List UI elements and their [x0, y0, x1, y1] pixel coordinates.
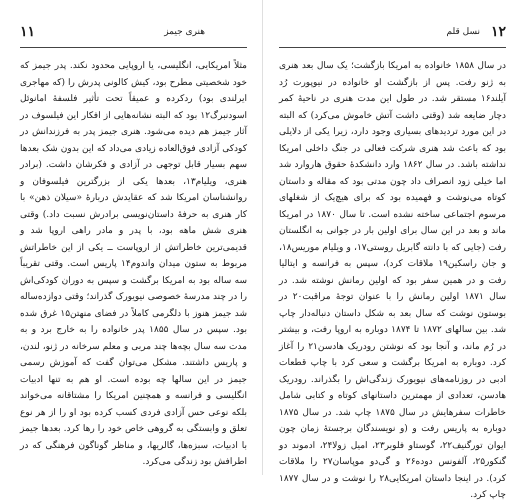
left-page-body — [20, 58, 247, 467]
left-running-title: هنری جیمز — [164, 27, 205, 37]
left-header-rule — [20, 47, 247, 48]
right-running-title: نسل قلم — [446, 27, 480, 37]
left-page — [0, 0, 263, 475]
right-page-header — [279, 24, 506, 42]
right-page-body — [279, 58, 506, 500]
left-page-number: ۱۱ — [20, 24, 36, 40]
left-paragraph: مثلاً امریکایی، انگلیسی، یا اروپایی محدود نکند. پدر جیمز که خود شخصیتی مطرح بود، کیش کالونی پدرش را (که مهاجری ایرلندی بود) ردکرده و عمیقاً تحت تأثیر فلسفهٔ امانوئل اسودنبرگ۱۲ بود که البته نشانه‌هایی از افکار این فیلسوف در آثار جیمز هم دیده می‌شود. هنری جیمز پدر به فرزندانش در کودکی آزادی فوق‌العاده زیادی می‌داد که این بدون شک بعدها سهم بسیار قابل توجهی در آزادی و فکرشان داشت. (برادر هنری، ویلیام۱۳، بعدها یکی از بزرگترین فیلسوفان و روانشناسان امریکا شد که عقایدش دربارهٔ «سیلان ذهن» با کار هنری به حرفهٔ داستان‌نویسی برادرش نسبت داد.) وقتی هنری شش ماهه بود، با پدر و مادر راهی اروپا شد و قدیمی‌ترین خاطراتش از اروپاست ــ یکی از این خاطراتش مربوط به ستون میدان واندوم۱۴ پاریس است. وقتی تقریباً سه ساله بود به امریکا برگشت و سپس به دوران کودکی‌اش را در چند مدرسهٔ خصوصی نیویورک گذراند؛ وقتی دوازده‌ساله شد جیمز هنوز با دلگرمی کاملاً در فضای منهتن۱۵ غرق شده بود. سپس در سال ۱۸۵۵ پدر خانواده را به خارج برد و به مدت سه سال بچه‌ها چند مربی و معلم سرخانه در ژنو، لندن، و پاریس داشتند. مشکل می‌توان گفت که آموزش رسمی جیمز در این سالها چه بوده است. او هم به تنها ادبیات انگلیسی و فرانسه و همچنین امریکا را مشتاقانه می‌خواند بلکه نوعی حس آزادی فردی کسب کرده بود او را از هر نوع تعلق و وابستگی به گروهی خاص خود را رها کرد. بعدها جیمز با ادبیات، سبزه‌ها، گالریها، و مناظر گوناگون فرهنگی که در اطرافش بود زندگی می‌کرد. — [20, 61, 248, 467]
right-header-rule — [279, 47, 506, 48]
right-paragraph: در سال ۱۸۵۸ خانواده به امریکا بازگشت؛ یک سال بعد هنری به ژنو رفت. پس از بازگشت او خانواده در نیوپورت رُد آیلند۱۶ مستقر شد. در طول این مدت هنری در ناحیهٔ کمر دچار ضایعه شد (وقتی داشت آتش خاموش می‌کرد) که البته در این مورد تردیدهای بسیاری وجود دارد، زیرا یکی از دلایلی بود که باعث شد هنری شرکت فعالی در جنگ داخلی امریکا نداشته باشد. در سال ۱۸۶۲ وارد دانشکدهٔ حقوق هاروارد شد اما خیلی زود انصراف داد چون مدتی بود که مقاله و داستان کوتاه می‌نوشت و فهمیده بود که برای هیچ‌یک از شغلهای مرسوم اجتماعی ساخته نشده است. تا سال ۱۸۷۰ در امریکا ماند و بعد در این سال برای اولین بار در جوانی به انگلستان رفت (جایی که با دانته گابریل روستی۱۷، و ویلیام موریس۱۸، و جان راسکین۱۹ ملاقات کرد)، سپس به فرانسه و ایتالیا رفت و در همین سفر بود که اولین رمانش نوشته شد. در سال ۱۸۷۱ اولین رمانش را با عنوان توجهٔ مراقبت۲۰ در بوستون نوشت که سال بعد به شکل داستان دنباله‌دار چاپ شد. بین سالهای ۱۸۷۲ تا ۱۸۷۴ دوباره به اروپا رفت، و بیشتر در رُم ماند، و آنجا بود که نوشتن رودریک هادسن۲۱ را آغاز کرد. دوباره به امریکا برگشت و سعی کرد با چاپ قطعات ادبی در روزنامه‌های نیویورک زندگی‌اش را بگذراند. رودریک هادسن، تعدادی از مهمترین داستانهای کوتاه و کتابی شامل خاطرات سفرهایش در سال ۱۸۷۵ چاپ شد. در سال ۱۸۷۵ دوباره به پاریس رفت و (و نویسندگان برجستهٔ زمان چون ایوان تورگنیف۲۲، گوستاو فلوبر۲۳، امیل زولا۲۴، ادموند دو گنکور۲۵، آلفونس دوده۲۶ و گی‌دو موپاسان۲۷ را ملاقات کرد). در اینجا داستان امریکایی۲۸ را نوشت و در سال ۱۸۷۷ چاپ کرد. — [279, 61, 506, 500]
right-page-number: ۱۲ — [490, 24, 506, 40]
right-page — [263, 0, 526, 500]
left-page-header — [20, 24, 247, 42]
